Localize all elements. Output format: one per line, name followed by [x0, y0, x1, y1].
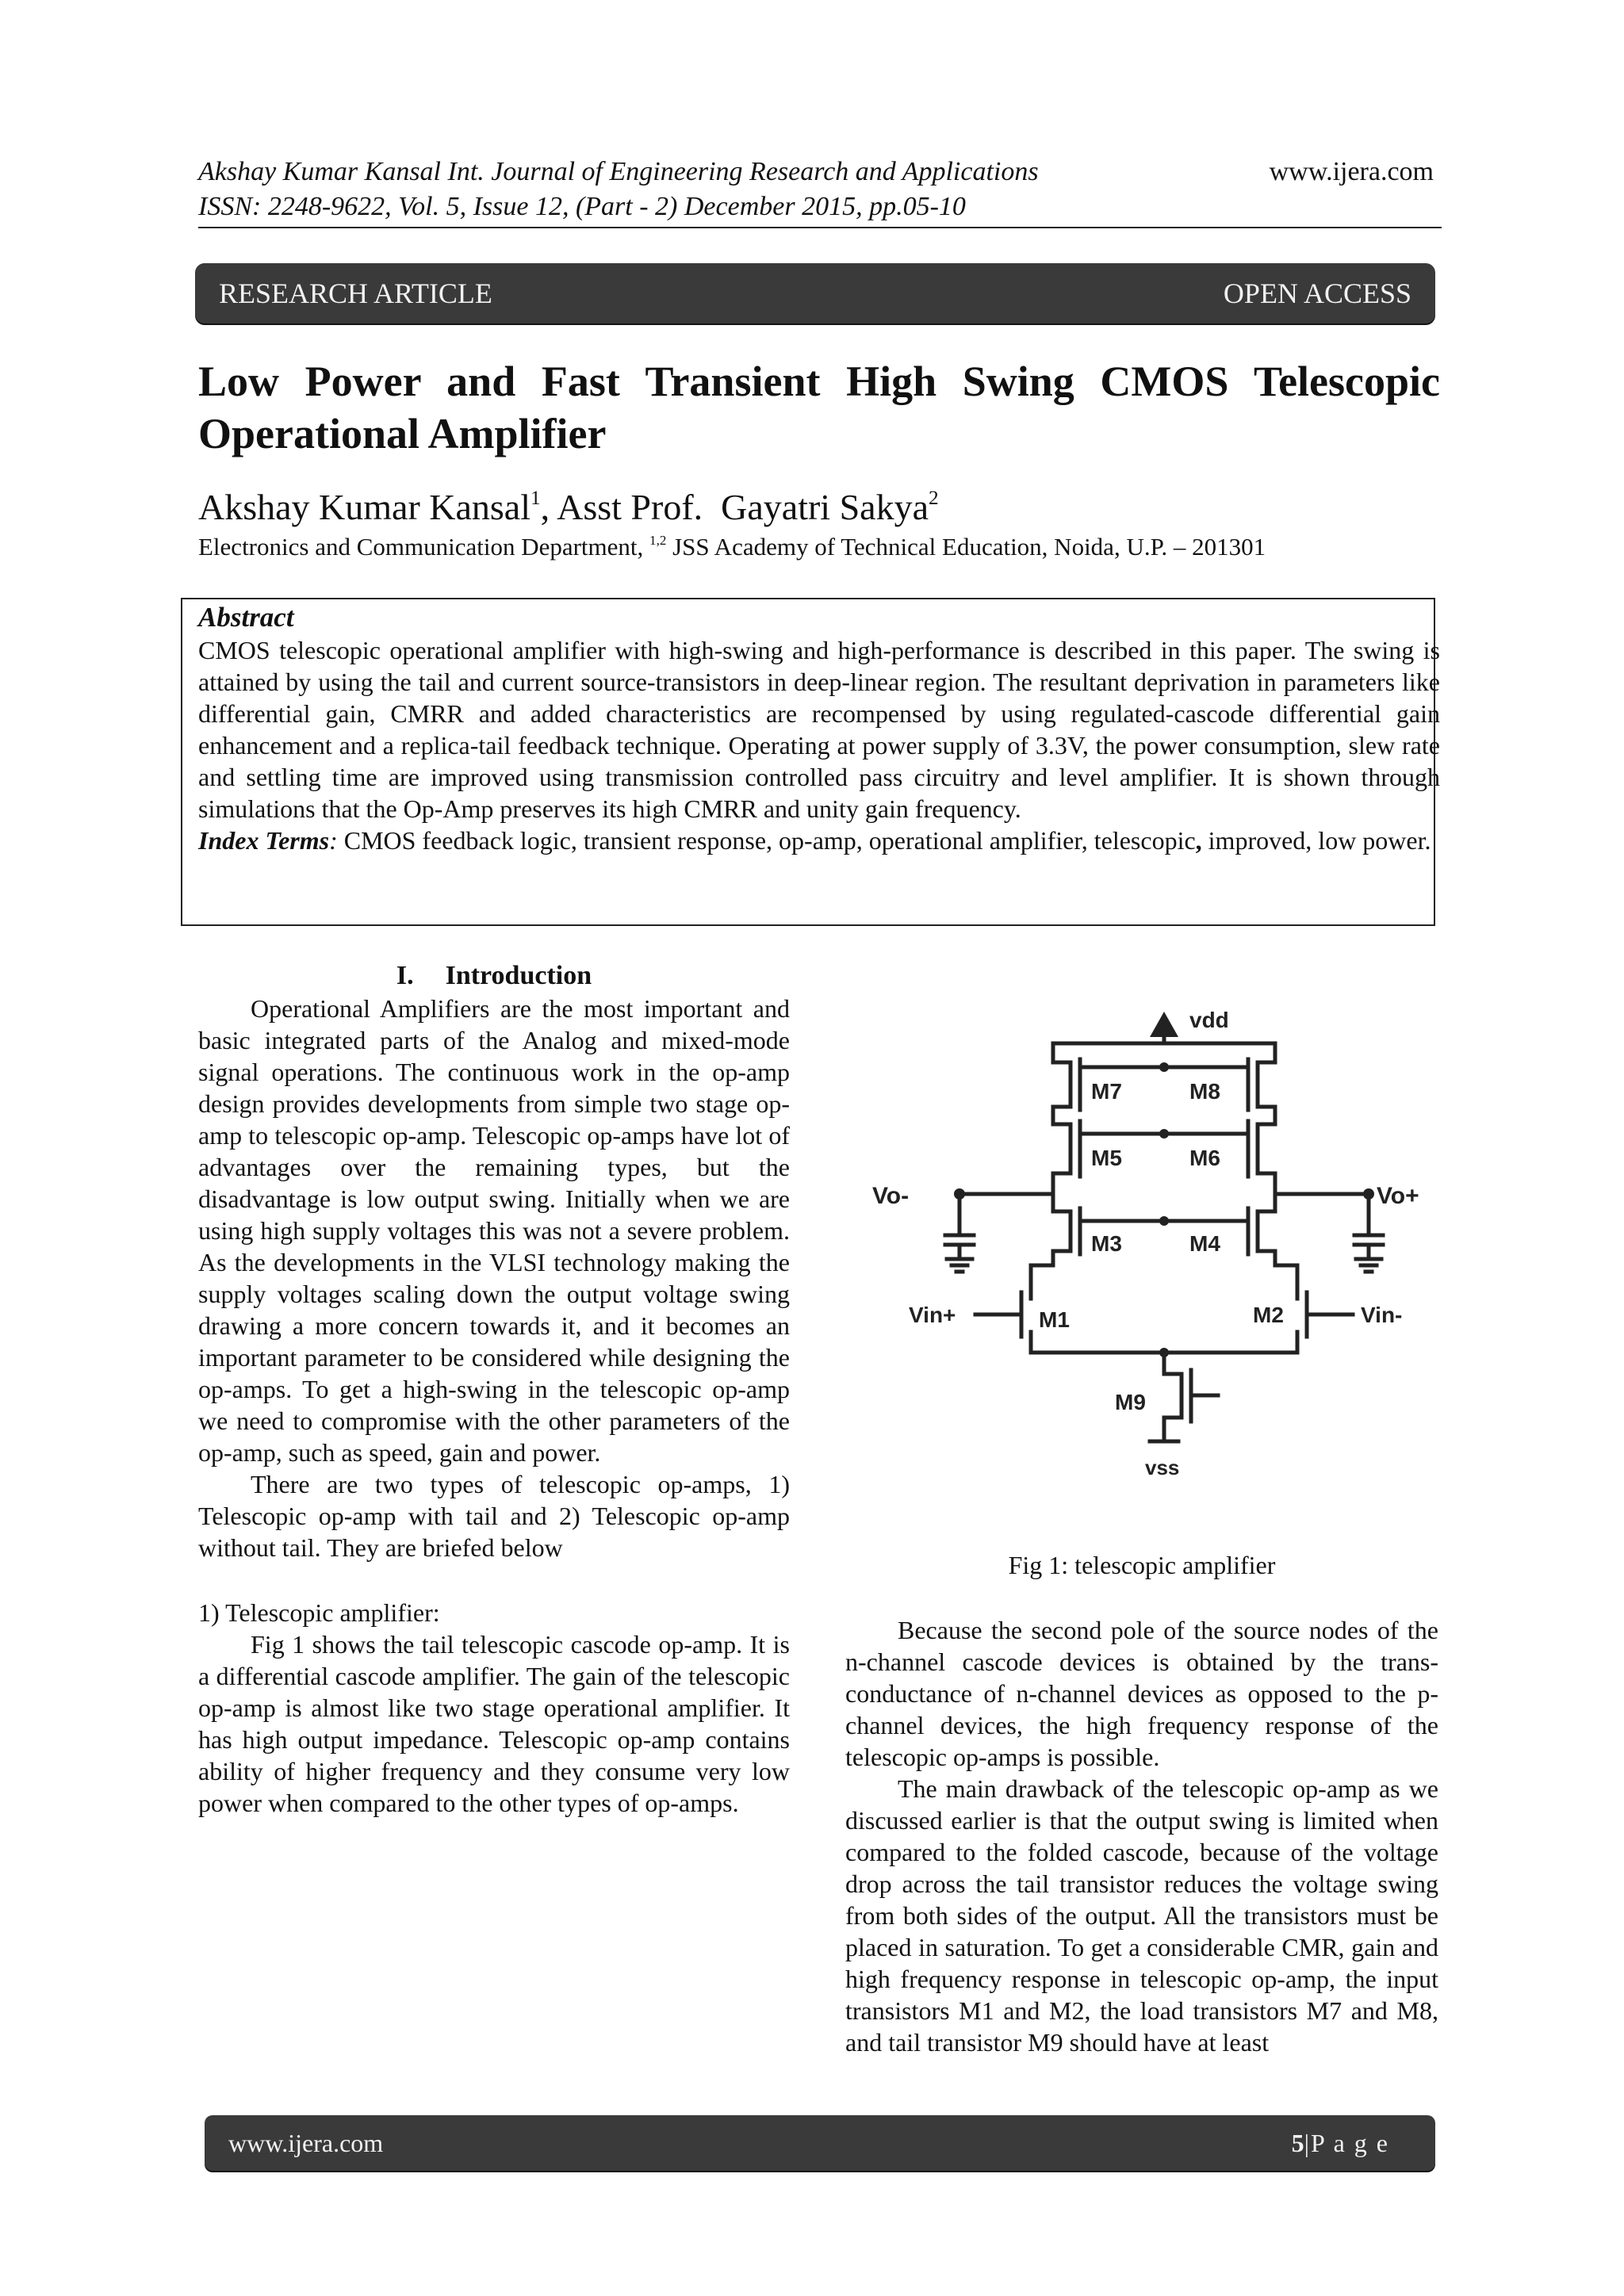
- index-terms-text: CMOS feedback logic, transient response, op-amp, operational amplifier, telescopic: [337, 826, 1196, 855]
- intro-paragraph-2: There are two types of telescopic op-amps, 1) Telescopic op-amp with tail and 2) Telescopic op-amp without tail. They are briefed below: [198, 1470, 790, 1562]
- author-line: [198, 485, 939, 530]
- m3-label: M3: [1091, 1231, 1122, 1256]
- m7-label: M7: [1091, 1079, 1122, 1104]
- index-terms-comma: ,: [1195, 826, 1202, 855]
- telescopic-paragraph: Fig 1 shows the tail telescopic cascode op-amp. It is a differential cascode amplifier. The gain of the telescopic op-amp is almost like two stage operational amplifier. It has high output impedance. Telescopic op-amp contains ability of higher frequency and they consume very low power when compared to the other types of op-amps.: [198, 1630, 790, 1817]
- paper-title: Low Power and Fast Transient High Swing CMOS Telescopic Operational Amplifier: [198, 358, 1440, 457]
- index-terms-tail: improved, low power.: [1201, 826, 1431, 855]
- m8-label: M8: [1189, 1079, 1220, 1104]
- telescopic-amplifier-schematic: [856, 974, 1427, 1544]
- header-url-link[interactable]: www.ijera.com: [1269, 157, 1434, 186]
- m1-label: M1: [1039, 1307, 1070, 1332]
- m5-label: M5: [1091, 1146, 1122, 1170]
- m9-label: M9: [1115, 1390, 1146, 1414]
- research-article-label: RESEARCH ARTICLE: [219, 277, 492, 309]
- section-title: Introduction: [445, 961, 592, 990]
- vo-minus-label: Vo-: [872, 1183, 910, 1209]
- author-separator: , Asst Prof.: [540, 487, 722, 527]
- m2-label: M2: [1253, 1303, 1284, 1327]
- vss-label: vss: [1145, 1456, 1180, 1479]
- footer-url-link[interactable]: www.ijera.com: [228, 2129, 384, 2157]
- page-label: |P a g e: [1304, 2129, 1389, 2157]
- author-1-name: Akshay Kumar Kansal: [198, 487, 531, 527]
- abstract-label: Abstract: [198, 602, 294, 633]
- vo-plus-label: Vo+: [1377, 1183, 1419, 1209]
- journal-citation-line: Akshay Kumar Kansal Int. Journal of Engineering Research and Applications: [198, 157, 1039, 186]
- affiliation-department: Electronics and Communication Department,: [198, 533, 650, 561]
- abstract-section: [198, 601, 1440, 856]
- index-terms: [198, 825, 1440, 856]
- right-paragraph-1: Because the second pole of the source nodes of the n-channel cascode devices is obtained by the trans-conductance of n-channel devices as opposed to the p-channel devices, the high frequency response of the telescopic op-amps is possible.: [845, 1616, 1438, 1771]
- intro-paragraph-1: Operational Amplifiers are the most important and basic integrated parts of the Analog and mixed-mode signal operations. The continuous work in the op-amp design provides developments from simple two stage op-amp to telescopic op-amp. Telescopic op-amps have lot of advantages over the remaining types, but the disadvantage is low output swing. Initially when we are using high supply voltages this was not a severe problem. As the developments in the VLSI technology making the supply voltages scaling down the output voltage swing drawing a more concern towards it, and it becomes an important parameter to be considered while designing the op-amps. To get a high-swing in the telescopic op-amp we need to compromise with the other parameters of the op-amp, such as speed, gain and power.: [198, 994, 790, 1467]
- m6-label: M6: [1189, 1146, 1220, 1170]
- open-access-label: OPEN ACCESS: [1223, 277, 1411, 309]
- section-heading: [198, 959, 790, 993]
- affiliation-line: [198, 531, 1266, 563]
- header-rule: [198, 227, 1442, 228]
- article-type-banner: [195, 263, 1435, 323]
- vin-plus-label: Vin+: [909, 1303, 956, 1327]
- left-column: [198, 959, 790, 1819]
- vin-minus-label: Vin-: [1361, 1303, 1403, 1327]
- issn-line: ISSN: 2248-9622, Vol. 5, Issue 12, (Part - 2) December 2015, pp.05-10: [198, 192, 966, 221]
- vdd-label: vdd: [1189, 1008, 1229, 1032]
- section-number: I.: [396, 961, 414, 990]
- affiliation-marks: 1,2: [649, 533, 667, 549]
- subsection-heading: 1) Telescopic amplifier:: [198, 1598, 440, 1627]
- right-paragraph-2: The main drawback of the telescopic op-amp as we discussed earlier is that the output swing is limited when compared to the folded cascode, because of the voltage drop across the tail transistor reduces the voltage swing from both sides of the output. All the transistors must be placed in saturation. To get a considerable CMR, gain and high frequency response in telescopic op-amp, the input transistors M1 and M2, the load transistors M7 and M8, and tail transistor M9 should have at least: [845, 1774, 1438, 2057]
- page-number-value: 5: [1291, 2129, 1304, 2157]
- index-terms-label: Index Terms: [198, 826, 330, 855]
- author-2-affil-mark: 2: [929, 487, 939, 510]
- m4-label: M4: [1189, 1231, 1220, 1256]
- page-number: [1292, 2115, 1389, 2171]
- abstract-text: CMOS telescopic operational amplifier with high-swing and high-performance is described in this paper. The swing is attained by using the tail and current source-transistors in deep-linear region. The resultant deprivation in parameters like differential gain, CMRR and added characteristics are recompensed by using regulated-cascode differential gain enhancement and a replica-tail feedback technique. Operating at power supply of 3.3V, the power consumption, slew rate and settling time are improved using transmission controlled pass circuitry and level amplifier. It is shown through simulations that the Op-Amp preserves its high CMRR and unity gain frequency.: [198, 636, 1440, 823]
- page-footer: [205, 2115, 1435, 2171]
- author-2-name: Gayatri Sakya: [721, 487, 929, 527]
- author-1-affil-mark: 1: [530, 487, 541, 510]
- right-column: [845, 1614, 1438, 2058]
- affiliation-institution: JSS Academy of Technical Education, Noida, U.P. – 201301: [666, 533, 1266, 561]
- index-terms-colon: :: [329, 826, 338, 855]
- figure-caption: Fig 1: telescopic amplifier: [1008, 1551, 1276, 1579]
